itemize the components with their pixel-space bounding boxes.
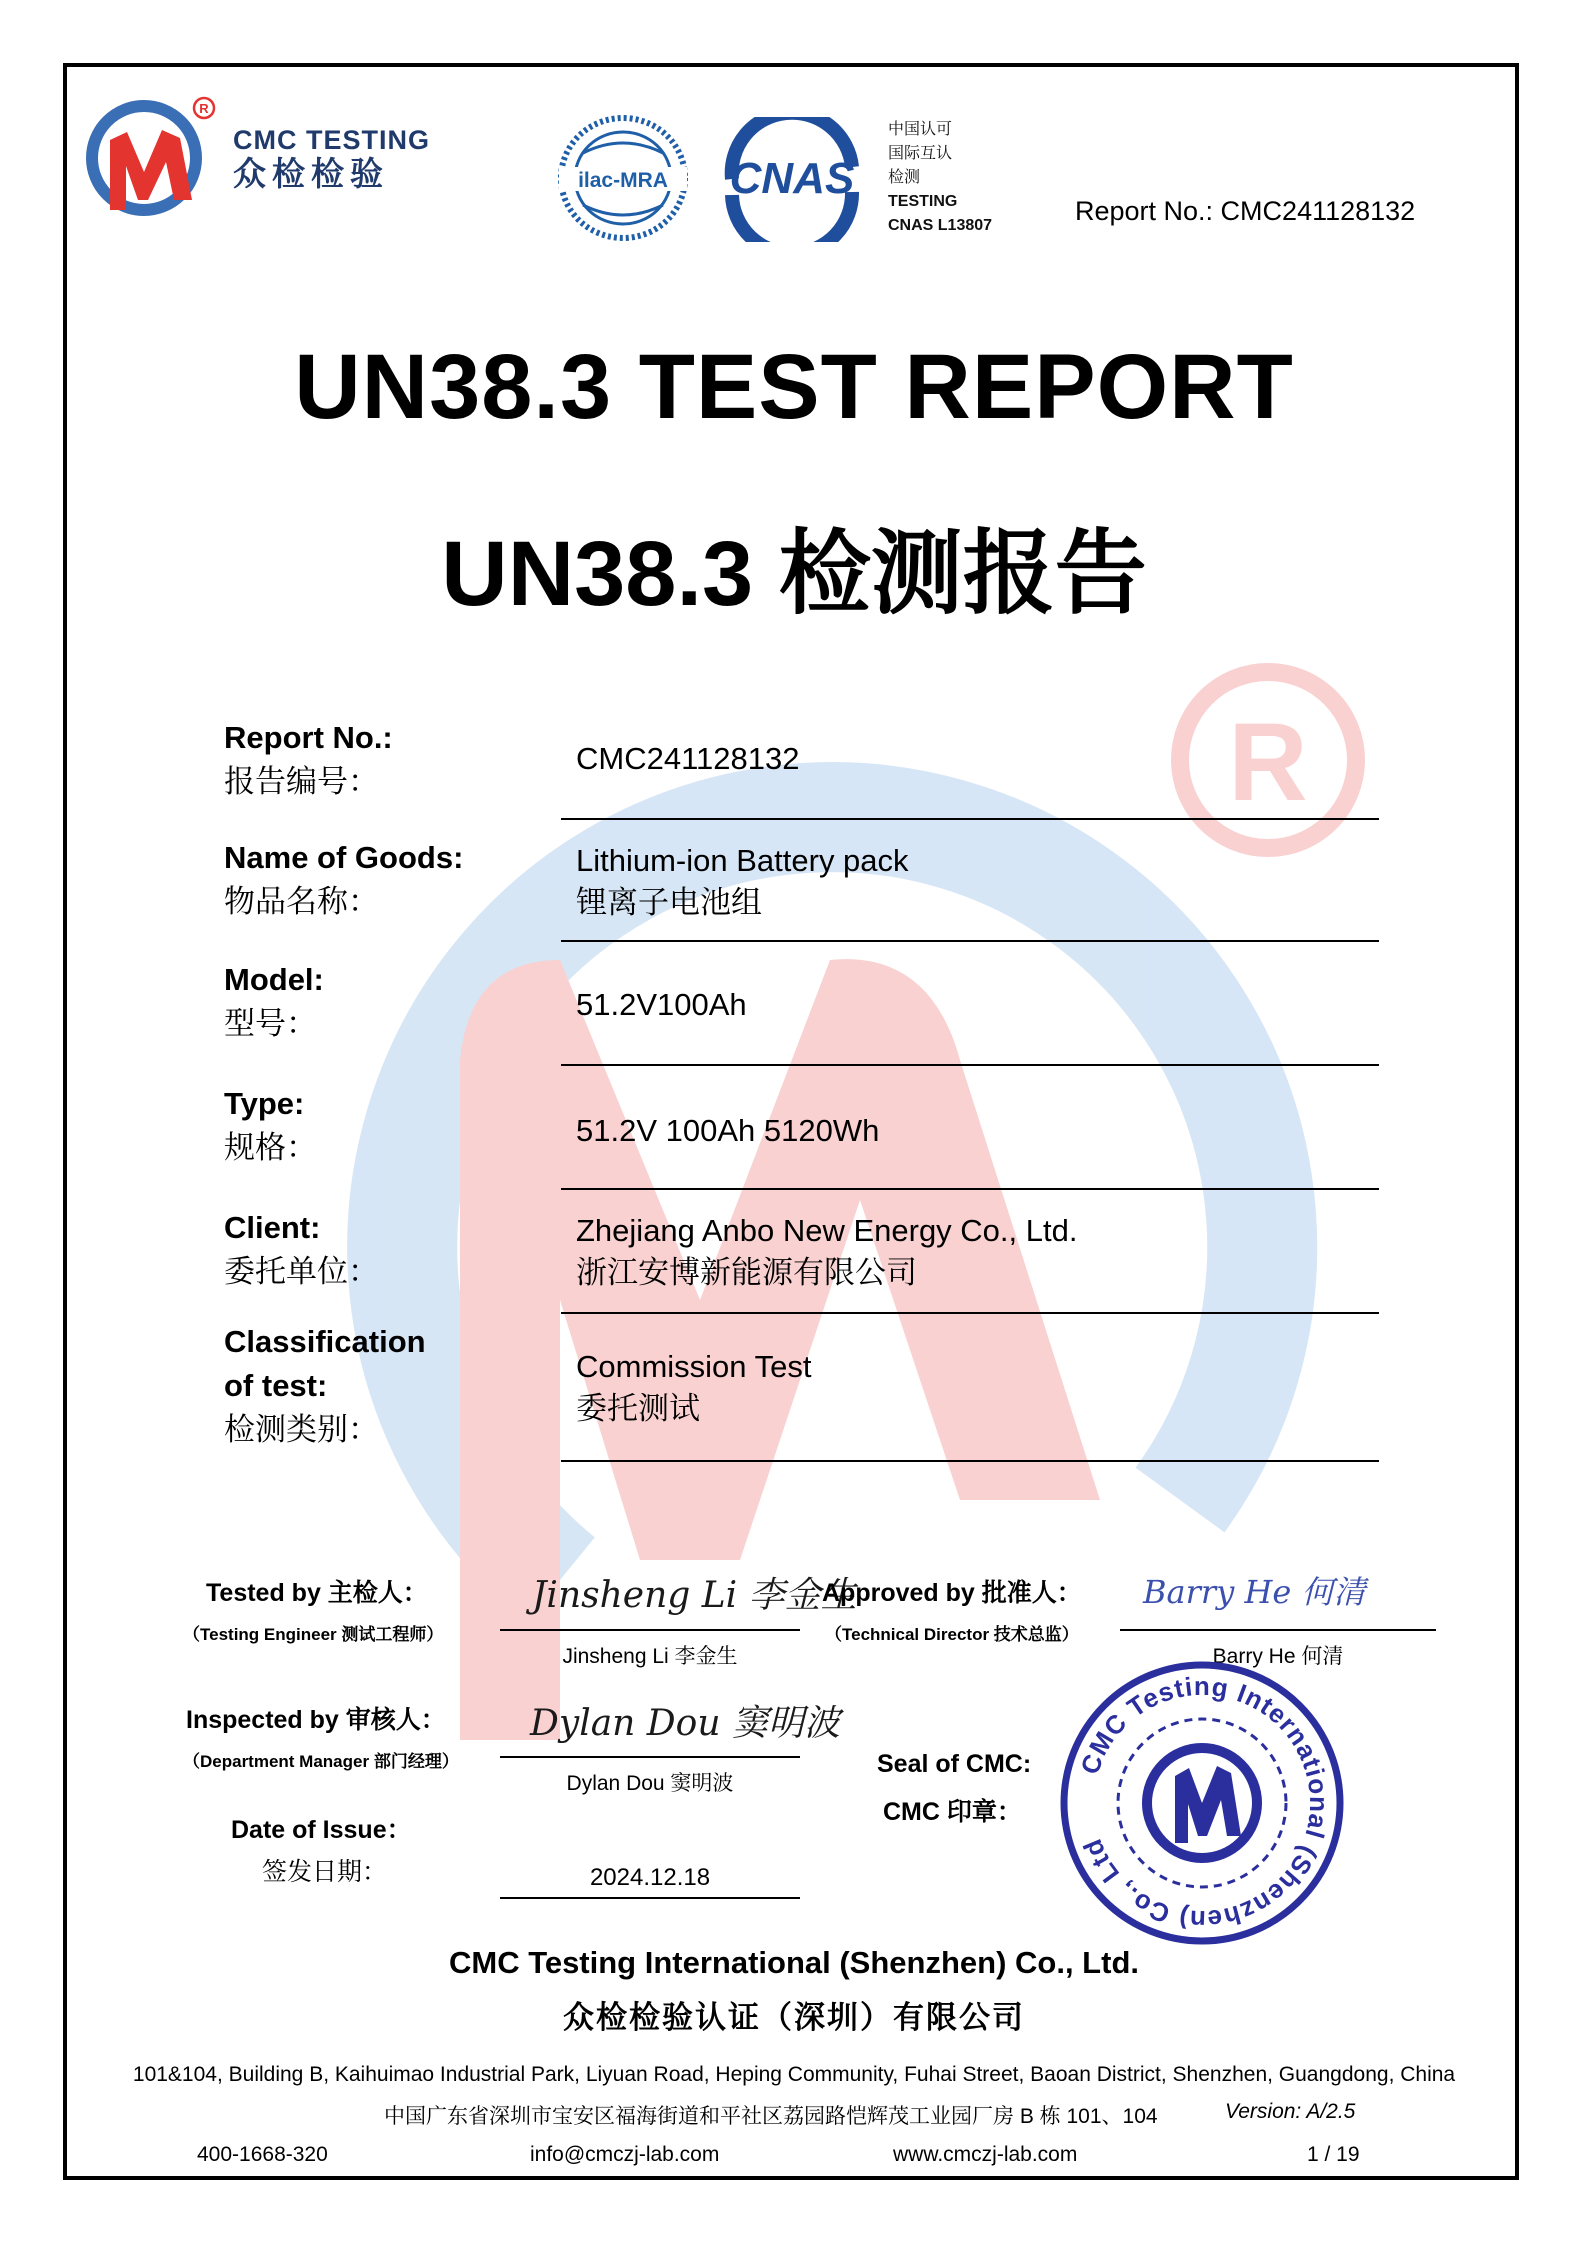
report-no-label-en: Report No.: <box>224 720 393 755</box>
cnas-accreditation-text <box>888 118 992 238</box>
goods-label-cn: 物品名称： <box>224 884 379 919</box>
email-link[interactable]: info@cmczj-lab.com <box>530 2143 720 2166</box>
svg-text:R: R <box>1228 701 1308 824</box>
inspected-by-name: Dylan Dou 窦明波 <box>566 1772 734 1795</box>
classification-label-en2: of test: <box>224 1368 328 1403</box>
official-seal <box>1057 1658 1347 1948</box>
classification-value-cn: 委托测试 <box>576 1391 700 1426</box>
svg-text:R: R <box>199 101 209 116</box>
cnas-line-4: TESTING <box>888 193 958 210</box>
model-label-cn: 型号： <box>224 1006 317 1041</box>
type-label-cn: 规格： <box>224 1130 317 1165</box>
approved-by-label: Approved by 批准人： <box>822 1579 1082 1607</box>
report-no-label-cn: 报告编号： <box>224 764 379 799</box>
cnas-line-2: 国际互认 <box>888 145 953 162</box>
svg-text:CMC Testing International (She: CMC Testing International (Shenzhen) Co., Ltd <box>1074 1670 1335 1936</box>
cnas-line-5: CNAS L13807 <box>888 217 993 234</box>
client-label-en: Client: <box>224 1210 321 1245</box>
seal-label-en: Seal of CMC: <box>877 1750 1032 1778</box>
svg-text:ilac-MRA: ilac-MRA <box>578 169 668 192</box>
tested-signature: Jinsheng Li 李金生 <box>532 1575 857 1616</box>
report-no-value: CMC241128132 <box>576 741 800 776</box>
approved-signature: Barry He 何清 <box>1143 1573 1366 1611</box>
type-rule <box>561 1188 1379 1190</box>
model-rule <box>561 1064 1379 1066</box>
inspected-by-sub: （Department Manager 部门经理） <box>183 1752 459 1771</box>
classification-label <box>224 1320 426 1452</box>
approved-by-sub: （Technical Director 技术总监） <box>825 1625 1079 1644</box>
classification-label-en1: Classification <box>224 1324 426 1359</box>
company-name-cn: 众检检验认证（深圳）有限公司 <box>563 2000 1025 2035</box>
goods-rule <box>561 940 1379 942</box>
client-rule <box>561 1312 1379 1314</box>
classification-label-cn: 检测类别： <box>224 1412 379 1447</box>
tested-by-sub: （Testing Engineer 测试工程师） <box>183 1625 444 1644</box>
cmc-logo-text <box>233 123 430 191</box>
approved-rule <box>1120 1629 1436 1631</box>
tested-by-label: Tested by 主检人： <box>206 1579 428 1607</box>
date-rule <box>500 1897 800 1899</box>
model-label-en: Model: <box>224 962 324 997</box>
client-label <box>224 1206 379 1294</box>
date-of-issue-label-en: Date of Issue： <box>231 1816 412 1844</box>
goods-label <box>224 836 463 924</box>
version-label: Version: A/2.5 <box>1225 2100 1356 2123</box>
cmc-logo-icon <box>82 90 222 220</box>
client-value <box>576 1210 1077 1294</box>
logo-text-en: CMC TESTING <box>233 125 430 155</box>
inspected-by-label: Inspected by 审核人： <box>186 1706 446 1734</box>
type-label-en: Type: <box>224 1086 305 1121</box>
goods-value-cn: 锂离子电池组 <box>576 885 762 920</box>
date-of-issue-value: 2024.12.18 <box>589 1864 711 1891</box>
report-no-label <box>224 716 393 804</box>
seal-label-cn: CMC 印章： <box>883 1798 1022 1826</box>
goods-value <box>576 840 909 924</box>
goods-value-en: Lithium-ion Battery pack <box>576 843 909 878</box>
type-value: 51.2V 100Ah 5120Wh <box>576 1113 880 1148</box>
inspected-signature: Dylan Dou 窦明波 <box>530 1703 840 1744</box>
goods-label-en: Name of Goods: <box>224 840 464 875</box>
approved-by-name: Barry He 何清 <box>1212 1645 1344 1668</box>
header-report-number: Report No.: CMC241128132 <box>1075 196 1416 226</box>
classification-value-en: Commission Test <box>576 1349 812 1384</box>
tested-rule <box>500 1629 800 1631</box>
client-value-cn: 浙江安博新能源有限公司 <box>576 1255 917 1290</box>
ilac-mra-logo-icon <box>553 113 693 243</box>
title-cn: UN38.3 检测报告 <box>441 523 1147 625</box>
phone-number: 400-1668-320 <box>197 2143 328 2166</box>
svg-text:CNAS: CNAS <box>729 154 855 203</box>
model-value: 51.2V100Ah <box>576 987 747 1022</box>
cnas-logo-icon <box>712 117 872 242</box>
address-en: 101&104, Building B, Kaihuimao Industrial Park, Liyuan Road, Heping Community, Fuhai Street, Baoan District, Shenzhen, Guangdong, China <box>132 2063 1456 2086</box>
report-no-rule <box>561 818 1379 820</box>
cnas-line-1: 中国认可 <box>888 121 953 138</box>
cnas-line-3: 检测 <box>888 169 921 186</box>
address-cn: 中国广东省深圳市宝安区福海街道和平社区荔园路恺辉茂工业园厂房 B 栋 101、104 <box>384 2105 1158 2128</box>
logo-text-cn: 众检检验 <box>233 155 389 192</box>
title-en: UN38.3 TEST REPORT <box>294 336 1294 438</box>
tested-by-name: Jinsheng Li 李金生 <box>562 1645 738 1668</box>
website-link[interactable]: www.cmczj-lab.com <box>893 2143 1078 2166</box>
company-name-en: CMC Testing International (Shenzhen) Co., Ltd. <box>448 1945 1139 1980</box>
model-label <box>224 958 324 1046</box>
page-number: 1 / 19 <box>1307 2143 1360 2166</box>
client-label-cn: 委托单位： <box>224 1254 379 1289</box>
classification-rule <box>561 1460 1379 1462</box>
client-value-en: Zhejiang Anbo New Energy Co., Ltd. <box>576 1213 1078 1248</box>
date-of-issue-label-cn: 签发日期： <box>262 1858 388 1886</box>
classification-value <box>576 1346 811 1430</box>
inspected-rule <box>500 1756 800 1758</box>
type-label <box>224 1082 317 1170</box>
